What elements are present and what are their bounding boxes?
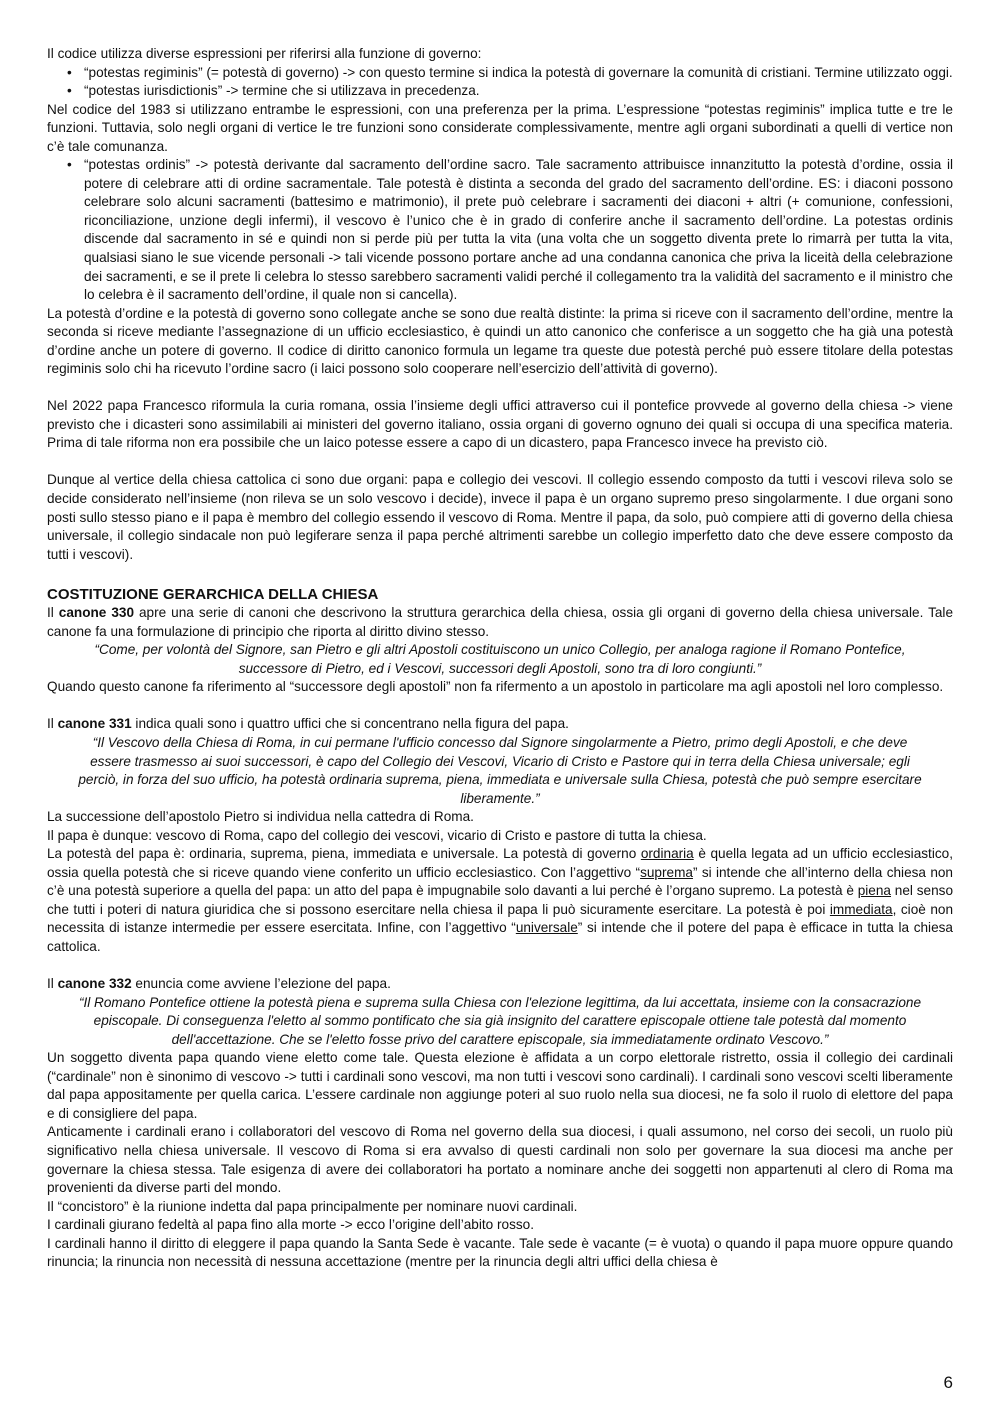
text: apre una serie di canoni che descrivono la struttura gerarchica della chiesa, ossia gli organi di governo della chiesa universale. Tale canone fa una formulazione di principio che riporta al diritto divino stesso. bbox=[47, 605, 954, 639]
text: ” si intende che all’interno della chiesa non c’è una potestà superiore a quella del papa: un atto del papa è impugnabile solo davanti a lui perché è l’organo supremo. La potestà è bbox=[47, 864, 953, 899]
list-item: • “potestas ordinis” -> potestà derivante dal sacramento dell’ordine sacro. Tale sacramento attribuisce innanzitutto la potestà d’ordine, ossia il potere di celebrare atti di ordine sacramentale. Tale potestà è distinta a seconda del grado del sacramento dell’ordine. ES: i diaconi possono celebrare solo alcuni sacramenti (battesimo e matrimonio), il prete può celebrare i sacramenti dei diaconi + altri (+ comunione, confessioni, riconciliazione, unzione degli infermi), il vescovo è l’unico che è in grado di conferire anche il sacramento dell’ordine. La potestas ordinis discende dal sacramento in sé e quindi non si perde più per tutta la vita (una volta che un soggetto diventa prete lo rimarrà per tutta la vita, qualsiasi siano le sue vicende personali -> tali vicende possono portare anche ad una condanna canonica che priva la liceità della celebrazione dei sacramenti, e se il prete li celebra lo stesso sarebbero sacramenti validi perché il collegamento tra la validità del sacramento e il ministro che lo celebra è il sacramento dell’ordine, il quale non si cancella). bbox=[47, 156, 953, 304]
bullet-list bbox=[47, 156, 953, 304]
underlined-term: ordinaria bbox=[640, 846, 694, 862]
text: enuncia come avviene l’elezione del papa. bbox=[131, 976, 391, 992]
underlined-term: immediata bbox=[829, 901, 893, 917]
text: La potestà del papa è: ordinaria, suprema, piena, immediata e universale. La potestà di governo bbox=[47, 846, 641, 862]
text: Il bbox=[47, 716, 58, 732]
canon-label: canone 331 bbox=[57, 716, 132, 732]
canon-quote: “Il Vescovo della Chiesa di Roma, in cui permane l'ufficio concesso dal Signore singolarmente a Pietro, primo degli Apostoli, e che deve essere trasmesso ai suoi successori, è capo del Collegio dei Vescovi, Vicario di Cristo e Pastore qui in terra della Chiesa universale; egli perciò, in forza del suo ufficio, ha potestà ordinaria suprema, piena, immediata e universale sulla Chiesa, potestà che può sempre esercitare liberamente.” bbox=[78, 735, 922, 806]
section-heading: COSTITUZIONE GERARCHICA DELLA CHIESA bbox=[47, 585, 379, 603]
bullet-list bbox=[47, 64, 953, 101]
text: Il bbox=[47, 605, 59, 621]
text: ” si intende che il potere del papa è efficace in tutta la chiesa cattolica. bbox=[47, 920, 953, 955]
list-item: • “potestas regiminis” (= potestà di governo) -> con questo termine si indica la potestà di governare la comunità di cristiani. Termine utilizzato oggi. bbox=[47, 64, 953, 83]
list-item: • “potestas iurisdictionis” -> termine che si utilizzava in precedenza. bbox=[47, 82, 953, 101]
paragraph: Quando questo canone fa riferimento al “successore degli apostoli” non fa rifermento a un apostolo in particolare ma agli apostoli nel loro complesso. bbox=[47, 679, 944, 695]
paragraph: Il papa è dunque: vescovo di Roma, capo del collegio dei vescovi, vicario di Cristo e pastore di tutta la chiesa. bbox=[47, 827, 707, 843]
paragraph: Il “concistoro” è la riunione indetta dal papa principalmente per nominare nuovi cardinali. bbox=[47, 1198, 578, 1214]
paragraph: Il codice utilizza diverse espressioni per riferirsi alla funzione di governo: bbox=[47, 46, 482, 61]
text: è quella legata ad un ufficio ecclesiastico, ossia quella potestà che si riceve quando viene conferito un ufficio ecclesiastico. Con l’aggettivo “ bbox=[47, 846, 953, 880]
paragraph bbox=[47, 604, 953, 641]
paragraph bbox=[47, 975, 953, 994]
paragraph: Un soggetto diventa papa quando viene eletto come tale. Questa elezione è affidata a un corpo elettorale ristretto, ossia il collegio dei cardinali (“cardinale” non è sinonimo di vescovo -> tutti i cardinali sono vescovi, ma non tutti i vescovi sono cardinali). I cardinali sono vescovi scelti liberamente dal papa appositamente per quella carica. L’essere cardinale non aggiunge poteri al suo ruolo nella sua diocesi, ne fa solo il ruolo di elettore del papa e di consigliere del papa. bbox=[47, 1050, 953, 1121]
text: , cioè non necessita di istanze intermedie per essere esercitata. Infine, con l’aggettivo “ bbox=[47, 901, 954, 936]
document-page bbox=[47, 45, 953, 1272]
canon-label: canone 332 bbox=[57, 976, 132, 992]
paragraph: La potestà d’ordine e la potestà di governo sono collegate anche se sono due realtà distinte: la prima si riceve con il sacramento dell’ordine, mentre la seconda si riceve mediante l’assegnazione di un ufficio ecclesiastico, è quindi un atto canonico che conferisce a un soggetto che ha già una potestà d’ordine anche un potere di governo. Il codice di diritto canonico formula un legame tra queste due potestà perché può essere titolare della potestas regiminis solo chi ha ricevuto l’ordine sacro (i laici possono solo cooperare nell’esercizio dell’attività di governo). bbox=[47, 305, 953, 377]
paragraph: I cardinali giurano fedeltà al papa fino alla morte -> ecco l’origine dell’abito rosso. bbox=[47, 1217, 535, 1233]
underlined-term: suprema bbox=[640, 864, 693, 880]
paragraph bbox=[47, 845, 953, 956]
paragraph: La successione dell’apostolo Pietro si individua nella cattedra di Roma. bbox=[47, 809, 474, 825]
text: Il bbox=[47, 976, 58, 992]
canon-quote: “Come, per volontà del Signore, san Pietro e gli altri Apostoli costituiscono un unico Collegio, per analoga ragione il Romano Pontefice, successore di Pietro, ed i Vescovi, successori degli Apostoli, sono tra di loro congiunti.” bbox=[94, 642, 906, 676]
underlined-term: piena bbox=[857, 883, 891, 899]
paragraph: Nel codice del 1983 si utilizzano entrambe le espressioni, con una preferenza per la prima. L’espressione “potestas regiminis” implica tutte e tre le funzioni. Tuttavia, solo negli organi di vertice le tre funzioni sono considerate complessivamente, mentre agli organi subordinati a quelli di vertice non c’è tale comunanza. bbox=[47, 101, 953, 154]
paragraph bbox=[47, 715, 953, 734]
page-number: 6 bbox=[943, 1373, 953, 1392]
paragraph: Dunque al vertice della chiesa cattolica ci sono due organi: papa e collegio dei vescovi. Il collegio essendo composto da tutti i vescovi rileva solo se decide considerato nell’insieme (non rileva se un solo vescovo i decide), invece il papa è un organo supremo preso singolarmente. I due organi sono posti sullo stesso piano e il papa è membro del collegio essendo il vescovo di Roma. Mentre il papa, da solo, può compiere atti di governo della chiesa universale, il collegio sindacale non può legiferare senza il papa perché altrimenti sarebbe un collegio imperfetto dato che deve essere composto da tutti i vescovi). bbox=[47, 472, 953, 562]
underlined-term: universale bbox=[515, 920, 578, 936]
canon-label: canone 330 bbox=[58, 605, 135, 621]
paragraph: Anticamente i cardinali erano i collaboratori del vescovo di Roma nel governo della sua diocesi, i quali assumono, nel corso dei secoli, un ruolo più significativo nella chiesa universale. Il vescovo di Roma si era avvalso di questi cardinali non solo per governare la sua diocesi ma anche per governare la chiesa stessa. Tale esigenza di avere dei collaboratori ha portato a nominare anche dei soggetti non appartenuti al clero di Roma ma provenienti da diverse parti del mondo. bbox=[47, 1124, 953, 1196]
paragraph: I cardinali hanno il diritto di eleggere il papa quando la Santa Sede è vacante. Tale sede è vacante (= è vuota) o quando il papa muore oppure quando rinuncia; la rinuncia non necessità di nessuna accettazione (mentre per la rinuncia degli altri uffici della chiesa è bbox=[47, 1235, 953, 1270]
canon-quote: “Il Romano Pontefice ottiene la potestà piena e suprema sulla Chiesa con l'elezione legittima, da lui accettata, insieme con la consacrazione episcopale. Di conseguenza l'eletto al sommo pontificato che sia già insignito del carattere episcopale ottiene tale potestà dal momento dell'accettazione. Che se l'eletto fosse privo del carattere episcopale, sia immediatamente ordinato Vescovo.” bbox=[78, 994, 922, 1047]
text: indica quali sono i quattro uffici che si concentrano nella figura del papa. bbox=[131, 716, 569, 732]
text: nel senso che tutti i poteri di natura giuridica che si possono esercitare nella chiesa il papa li può sicuramente esercitare. La potestà è poi bbox=[47, 883, 953, 917]
paragraph: Nel 2022 papa Francesco riformula la curia romana, ossia l’insieme degli uffici attraverso cui il pontefice provvede al governo della chiesa -> viene previsto che i dicasteri sono assimilabili ai ministeri del governo italiano, ossia organi di governo ognuno dei quali si occupa di una specifica materia. Prima di tale riforma non era possibile che un laico potesse essere a capo di un dicastero, papa Francesco invece ha previsto ciò. bbox=[47, 398, 953, 451]
